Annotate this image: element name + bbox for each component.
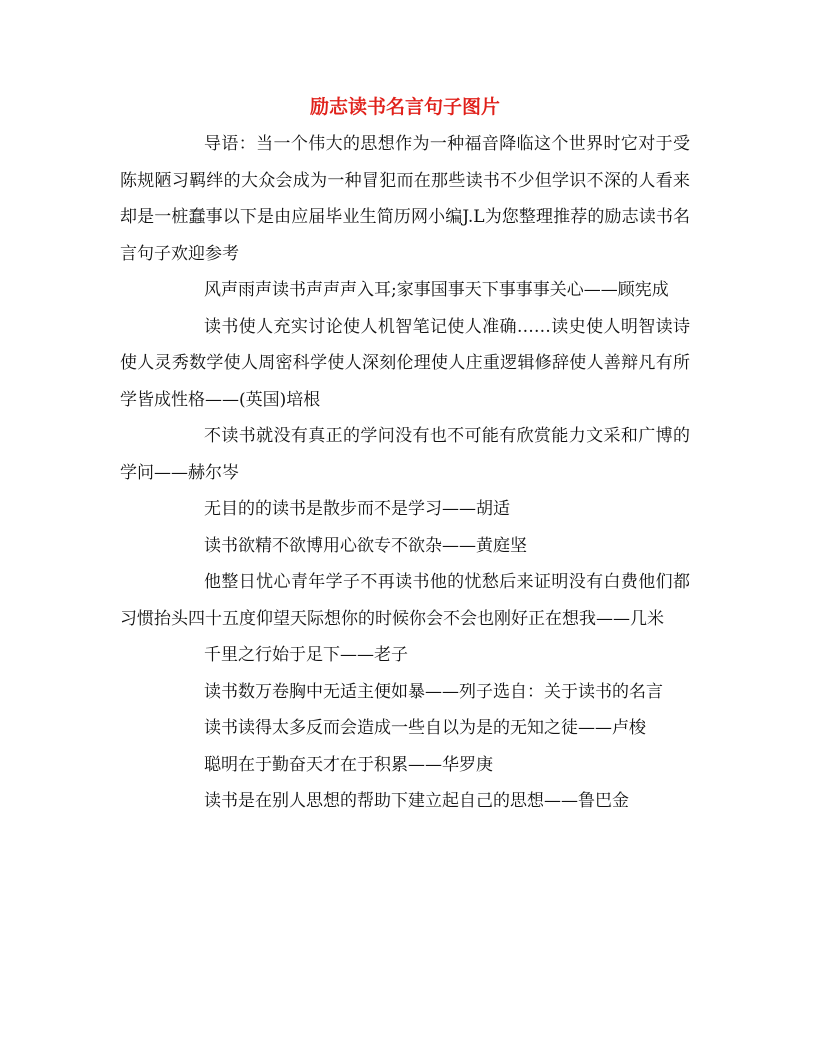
quote-paragraph: 风声雨声读书声声声入耳;家事国事天下事事事关心——顾宪成 — [204, 280, 669, 300]
quote-paragraph: 读书使人充实讨论使人机智笔记使人准确……读史使人明智读诗使人灵秀数学使人周密科学使人深刻伦理使人庄重逻辑修辞使人善辩凡有所学皆成性格——(英国)培根 — [120, 316, 690, 410]
quote-paragraph: 读书数万卷胸中无适主便如暴——列子选自：关于读书的名言 — [204, 681, 663, 702]
quote-paragraph: 聪明在于勤奋天才在于积累——华罗庚 — [204, 754, 493, 775]
quote-paragraph: 他整日忧心青年学子不再读书他的忧愁后来证明没有白费他们都习惯抬头四十五度仰望天际想你的时候你会不会也刚好正在想我——几米 — [120, 572, 690, 629]
quote-paragraph: 读书读得太多反而会造成一些自以为是的无知之徒——卢梭 — [204, 718, 646, 738]
quote-paragraph: 读书是在别人思想的帮助下建立起自己的思想——鲁巴金 — [204, 791, 629, 811]
document-page — [120, 92, 690, 820]
quote-paragraph: 不读书就没有真正的学问没有也不可能有欣赏能力文采和广博的学问——赫尔岑 — [120, 426, 690, 483]
document-title: 励志读书名言句子图片 — [309, 96, 500, 118]
quote-paragraph: 读书欲精不欲博用心欲专不欲杂——黄庭坚 — [204, 535, 527, 556]
quote-paragraph: 千里之行始于足下——老子 — [204, 645, 408, 665]
intro-paragraph: 导语：当一个伟大的思想作为一种福音降临这个世界时它对于受陈规陋习羁绊的大众会成为一种冒犯而在那些读书不少但学识不深的人看来却是一桩蠢事以下是由应届毕业生简历网小编J.L为您整理推荐的励志读书名言句子欢迎参考 — [120, 134, 690, 264]
quote-paragraph: 无目的的读书是散步而不是学习——胡适 — [204, 499, 510, 519]
